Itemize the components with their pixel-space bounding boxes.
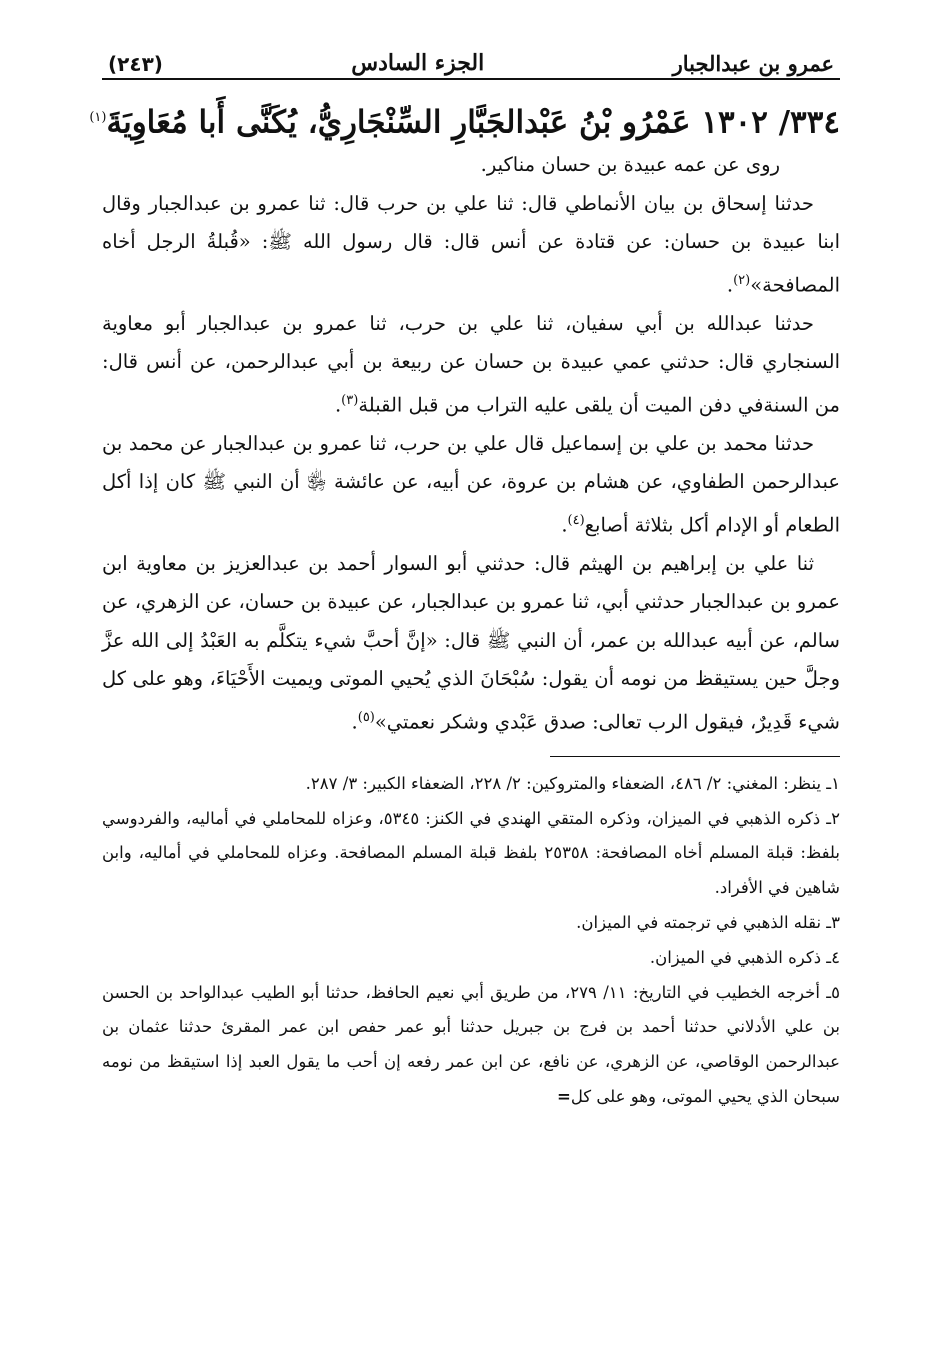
paragraph — [102, 545, 840, 742]
paragraph — [102, 146, 840, 185]
section-title: الجزء السادس — [351, 50, 485, 76]
page-number: (٢٤٣) — [108, 52, 163, 76]
footnote-text: ٥ـ أخرجه الخطيب في التاريخ: ١١/ ٢٧٩، من طريق أبي نعيم الحافظ، حدثنا أبو الطيب عبدالواحد بن الحسن بن علي الأدلاني حدثنا أحمد بن فرج بن جبريل حدثنا أبو عمر حفص ابن عمر المقرئ حدثنا عثمان بن عبدالرحمن الوقاصي، عن الزهري، عن نافع، عن ابن عمر رفعه إن أحب ما يقول العبد إذا استيقظ من نومه سبحان الذي يحيي الموتى، وهو على كل — [102, 982, 840, 1106]
footnote — [102, 767, 840, 802]
footnotes — [102, 767, 840, 1115]
entry-title — [89, 96, 840, 144]
continuation-mark: = — [556, 1087, 571, 1106]
running-head: عمرو بن عبدالجبار — [672, 51, 834, 76]
paragraph-end: . — [351, 710, 358, 734]
paragraph — [102, 425, 840, 545]
paragraph — [102, 305, 840, 425]
paragraph-end: . — [561, 513, 568, 537]
footnote-text: ١ـ ينظر: المغني: ٢/ ٤٨٦، الضعفاء والمتروكين: ٢/ ٢٢٨، الضعفاء الكبير: ٣/ ٢٨٧. — [305, 773, 840, 793]
paragraph-text: روى عن عمه عبيدة بن حسان مناكير. — [480, 153, 780, 177]
footnote-text: ٢ـ ذكره الذهبي في الميزان، وذكره المتقي الهندي في الكنز: ٥٣٤٥، وعزاه للمحاملي في أماليه، والفردوسي بلفظ: قبلة المسلم أخاه المصافحة: ٢٥٣٥٨ بلفظ قبلة المسلم المصافحة. وعزاه للمحاملي في أماليه، وابن شاهين في الأفراد. — [102, 808, 840, 898]
footnote-ref: (١) — [89, 110, 107, 125]
paragraph-text: حدثنا عبدالله بن أبي سفيان، ثنا علي بن حرب، ثنا عمرو بن عبدالجبار أبو معاوية السنجاري قال: حدثني عمي عبيدة بن حسان عن ربيعة بن أبي عبدالرحمن، عن أنس قال: من السنةفي دفن الميت أن يلقى عليه التراب من قبل القبلة — [102, 311, 840, 417]
page-header — [102, 40, 840, 80]
footnote — [102, 802, 840, 906]
paragraph — [102, 185, 840, 305]
footnote — [102, 906, 840, 941]
footnote-ref: (٤) — [567, 512, 585, 528]
footnote-text: ٤ـ ذكره الذهبي في الميزان. — [649, 947, 840, 967]
paragraph-text: حدثنا إسحاق بن بيان الأنماطي قال: ثنا علي بن حرب قال: ثنا عمرو بن عبدالجبار وقال ابنا عبيدة بن حسان: عن قتادة عن أنس قال: قال رسول الله ﷺ: «قُبلةُ الرجل أخاه المصافحة» — [102, 191, 840, 297]
paragraph-text: حدثنا محمد بن علي بن إسماعيل قال علي بن حرب، ثنا عمرو بن عبدالجبار عن محمد بن عبدالرحمن الطفاوي، عن هشام بن عروة، عن أبيه، عن عائشة ﵂ أن النبي ﷺ كان إذا أكل الطعام أو الإدام أكل بثلاثة أصابع — [102, 431, 840, 537]
footnote-ref: (٢) — [733, 272, 751, 288]
paragraph-end: . — [726, 273, 734, 297]
body-text — [102, 146, 840, 742]
footnote-text: ٣ـ نقله الذهبي في ترجمته في الميزان. — [576, 913, 840, 933]
paragraph-end: . — [334, 393, 342, 417]
footnote-ref: (٣) — [341, 392, 359, 408]
footnote — [102, 941, 840, 976]
entry-title-text: ٣٣٤/ ١٣٠٢ عَمْرُو بْنُ عَبْدالجَبَّارِ السِّنْجَارِيُّ، يُكَنَّى أَبا مُعَاوِيَةَ — [106, 104, 840, 141]
footnote-separator — [550, 756, 840, 757]
footnote-ref: (٥) — [357, 709, 375, 725]
footnote — [102, 976, 840, 1115]
paragraph-text: ثنا علي بن إبراهيم بن الهيثم قال: حدثني أبو السوار أحمد بن عبدالعزيز بن معاوية ابن عمرو بن عبدالجبار حدثني أبي، ثنا عمرو بن عبدالجبار، عن عبيدة بن حسان، عن الزهري، عن سالم، عن أبيه عبدالله بن عمر، أن النبي ﷺ قال: «إنَّ أحبَّ شيء يتكلَّم به العَبْدُ إلى الله عزَّ وجلَّ حين يستيقظ من نومه أن يقول: سُبْحَانَ الذي يُحيي الموتى ويميت الأَحْيَاءَ، وهو على كل شيء قَدِيرٌ، فيقول الرب تعالى: صدق عَبْدي وشكر نعمتي» — [102, 551, 840, 734]
